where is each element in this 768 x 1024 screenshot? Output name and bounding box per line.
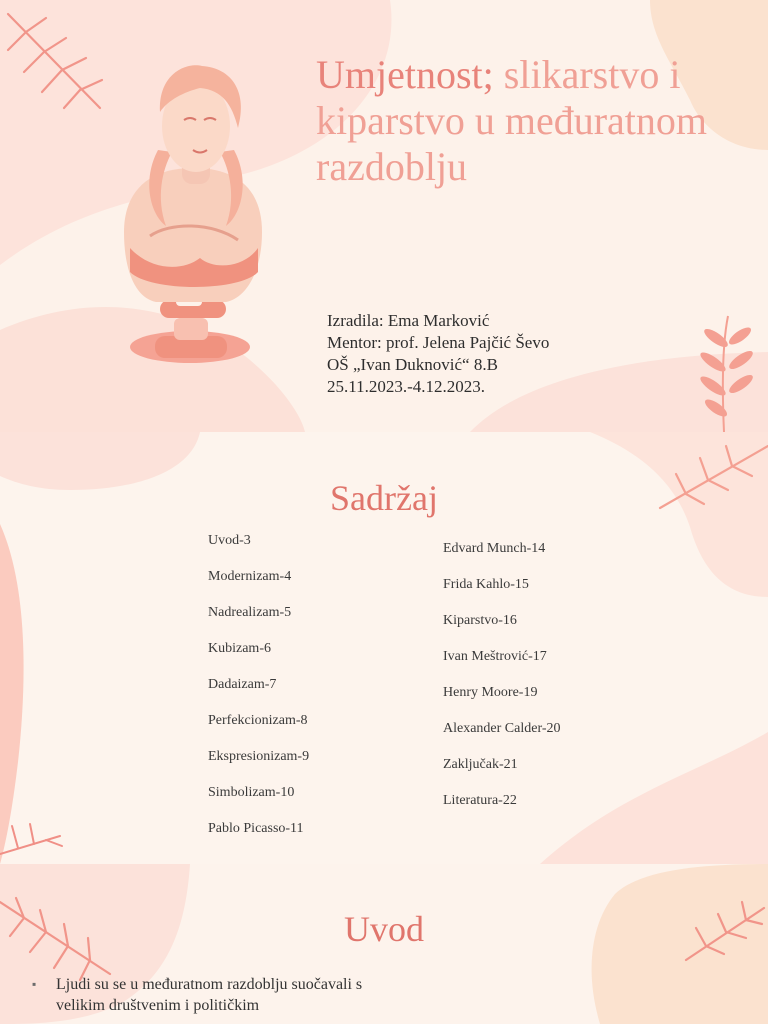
contents-item: Zaključak-21 [443,757,518,772]
intro-bullet: ▪ Ljudi su se u međuratnom razdoblju suočavali s velikim društvenim i političkim [32,974,372,1016]
presentation-title [316,52,736,190]
contents-item: Modernizam-4 [208,569,292,584]
contents-heading: Sadržaj [330,478,438,518]
contents-item: Henry Moore-19 [443,685,538,700]
dates-line: 25.11.2023.-4.12.2023. [327,377,486,396]
contents-item: Ivan Meštrović-17 [443,649,547,664]
contents-item: Simbolizam-10 [208,785,295,800]
contents-item: Frida Kahlo-15 [443,577,529,592]
contents-list-left [208,533,309,857]
contents-item: Edvard Munch-14 [443,541,546,556]
school-line: OŠ „Ivan Duknović“ 8.B [327,355,498,374]
contents-item: Dadaizam-7 [208,677,277,692]
contents-item: Ekspresionizam-9 [208,749,310,764]
contents-list-right [443,541,561,829]
title-part-2: slikarstvo i kiparstvo u međuratnom razdoblju [316,52,708,189]
title-slide [0,0,768,432]
contents-item: Uvod-3 [208,533,251,548]
intro-slide [0,864,768,1024]
contents-item: Alexander Calder-20 [443,721,561,736]
contents-item: Pablo Picasso-11 [208,821,304,836]
contents-item: Kubizam-6 [208,641,271,656]
intro-bullet-list [32,974,372,1016]
contents-item: Literatura-22 [443,793,517,808]
contents-item: Kiparstvo-16 [443,613,517,628]
intro-heading: Uvod [344,909,424,949]
mentor-line: Mentor: prof. Jelena Pajčić Ševo [327,333,550,352]
title-part-1: Umjetnost; [316,52,494,97]
contents-slide [0,432,768,864]
author-info [327,310,549,398]
contents-item: Perfekcionizam-8 [208,713,308,728]
contents-item: Nadrealizam-5 [208,605,292,620]
author-line: Izradila: Ema Marković [327,311,490,330]
